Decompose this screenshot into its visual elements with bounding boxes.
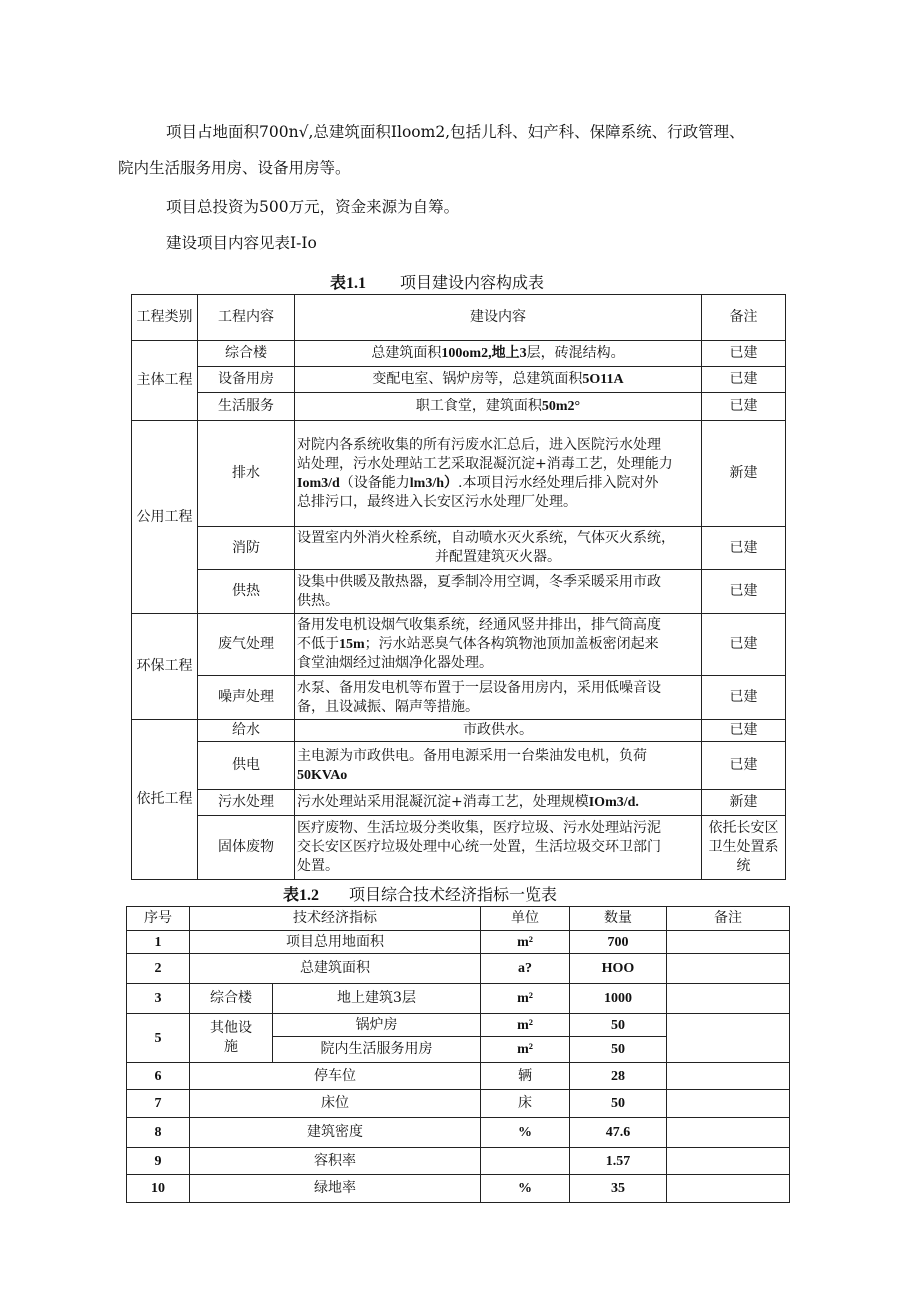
row-note	[667, 954, 790, 984]
row-sub-line: 其他设	[210, 1020, 252, 1036]
row-no: 5	[127, 1014, 190, 1063]
table2-caption-title: 项目综合技术经济指标一览表	[349, 885, 558, 904]
row-note: 已建	[702, 393, 786, 421]
table-row	[127, 931, 790, 954]
solid-line: 处置。	[297, 858, 339, 874]
row-indicator: 床位	[190, 1090, 481, 1118]
row-note	[667, 1063, 790, 1090]
row-note: 已建	[702, 341, 786, 367]
power-line: 50KVAo	[297, 767, 348, 783]
noise-line: 水泵、备用发电机等布置于一层设备用房内，采用低噪音设	[297, 679, 661, 696]
row-qty: 1000	[570, 984, 667, 1014]
table-row	[132, 676, 786, 720]
group-env: 环保工程	[132, 614, 198, 720]
row-qty: HOO	[570, 954, 667, 984]
row-unit: m²	[481, 984, 570, 1014]
table-row	[132, 341, 786, 367]
row-item: 生活服务	[198, 393, 295, 421]
table-row	[127, 1063, 790, 1090]
row-item: 消防	[198, 527, 295, 570]
row-no: 2	[127, 954, 190, 984]
group-main: 主体工程	[132, 341, 198, 421]
row-content	[295, 790, 702, 816]
row-content	[295, 742, 702, 790]
row-note: 已建	[702, 527, 786, 570]
fire-line: 并配置建筑灭火器。	[435, 549, 561, 565]
table-row	[132, 393, 786, 421]
solid-note-line: 卫生处置系	[708, 839, 779, 855]
table-row	[127, 954, 790, 984]
heat-line: 设集中供暖及散热器，夏季制冷用空调，冬季采暖采用市政	[297, 573, 661, 590]
table-row	[132, 367, 786, 393]
row-item: 噪声处理	[198, 676, 295, 720]
drain-line: 站处理，污水处理站工艺采取混凝沉淀+消毒工艺，处理能力	[297, 455, 673, 472]
table-reference-paragraph: 建设项目内容见表I-Io	[166, 234, 317, 252]
drain-line: 总排污口，最终进入长安区污水处理厂处理。	[297, 493, 577, 510]
equip-text-2: 5O11A	[582, 372, 624, 387]
header-category: 工程类别	[132, 295, 198, 341]
row-unit: m²	[481, 1014, 570, 1037]
life-text-1: 职工食堂，建筑面积	[415, 398, 542, 414]
drain-text: .本项目污水经处理后排入院对外	[458, 474, 659, 491]
row-note	[667, 984, 790, 1014]
header-qty: 数量	[570, 907, 667, 931]
row-indicator: 总建筑面积	[190, 954, 481, 984]
row-note: 已建	[702, 676, 786, 720]
gas-height: 15m	[339, 637, 365, 652]
row-sub-line: 施	[224, 1039, 238, 1055]
group-public: 公用工程	[132, 421, 198, 614]
header-content: 建设内容	[295, 295, 702, 341]
gas-line: 食堂油烟经过油烟净化器处理。	[297, 655, 493, 671]
drain-capacity: Iom3/d	[297, 475, 340, 491]
table-row	[127, 984, 790, 1014]
row-qty: 28	[570, 1063, 667, 1090]
row-qty: 50	[570, 1014, 667, 1037]
table2-caption-number: 表1.2	[283, 887, 320, 904]
row-note	[702, 816, 786, 880]
row-note	[667, 1175, 790, 1203]
technical-indicators-table	[126, 906, 790, 1203]
sewage-capacity: IOm3/d.	[588, 795, 639, 810]
row-no: 1	[127, 931, 190, 954]
row-content	[295, 393, 702, 421]
intro-paragraph-line1: 项目占地面积700n√,总建筑面积Iloom2,包括儿科、妇产科、保障系统、行政管理、	[166, 123, 745, 141]
row-note: 已建	[702, 742, 786, 790]
drain-line	[297, 474, 699, 493]
table-row	[127, 1148, 790, 1175]
row-note: 新建	[702, 790, 786, 816]
row-item: 污水处理	[198, 790, 295, 816]
table-row	[132, 816, 786, 880]
row-item: 供电	[198, 742, 295, 790]
sewage-text: 污水处理站采用混凝沉淀+消毒工艺，处理规模	[297, 794, 589, 810]
row-indicator: 绿地率	[190, 1175, 481, 1203]
table-row	[132, 614, 786, 676]
row-qty: 50	[570, 1090, 667, 1118]
noise-line: 备，且设减振、隔声等措施。	[297, 698, 479, 715]
row-unit: 床	[481, 1090, 570, 1118]
row-no: 8	[127, 1118, 190, 1148]
drain-line: 对院内各系统收集的所有污废水汇总后，进入医院污水处理	[297, 436, 661, 453]
row-indicator: 项目总用地面积	[190, 931, 481, 954]
table1-caption-title: 项目建设内容构成表	[400, 273, 545, 292]
solid-note-line: 统	[736, 858, 751, 874]
project-content-table	[131, 294, 786, 880]
row-note	[667, 1090, 790, 1118]
row-indicator: 院内生活服务用房	[273, 1037, 481, 1063]
row-indicator: 容积率	[190, 1148, 481, 1175]
table-row	[132, 790, 786, 816]
row-unit: m²	[481, 1037, 570, 1063]
row-content	[295, 421, 702, 527]
gas-text: 不低于	[297, 636, 339, 652]
table1-caption-number: 表1.1	[330, 275, 367, 292]
row-item: 排水	[198, 421, 295, 527]
row-no: 9	[127, 1148, 190, 1175]
row-no: 10	[127, 1175, 190, 1203]
gas-line	[297, 635, 699, 654]
row-content	[295, 614, 702, 676]
row-qty: 50	[570, 1037, 667, 1063]
row-item: 废气处理	[198, 614, 295, 676]
row-indicator: 地上建筑3层	[273, 984, 481, 1014]
drain-text: （设备能力	[339, 474, 410, 491]
row-item: 固体废物	[198, 816, 295, 880]
row-note: 已建	[702, 367, 786, 393]
row-unit: a?	[481, 954, 570, 984]
row-sub	[190, 1014, 273, 1063]
table-row	[132, 527, 786, 570]
row-item: 供热	[198, 570, 295, 614]
solid-note-line: 依托长安区	[708, 820, 779, 836]
row-note	[667, 1014, 790, 1063]
row-note: 已建	[702, 570, 786, 614]
row-note	[667, 931, 790, 954]
row-note	[667, 1148, 790, 1175]
row-indicator: 停车位	[190, 1063, 481, 1090]
row-sub: 综合楼	[190, 984, 273, 1014]
equip-text-1: 变配电室、锅炉房等，总建筑面积	[372, 371, 583, 387]
row-no: 3	[127, 984, 190, 1014]
header-note: 备注	[667, 907, 790, 931]
header-item: 工程内容	[198, 295, 295, 341]
row-qty: 700	[570, 931, 667, 954]
row-note	[667, 1118, 790, 1148]
row-note: 已建	[702, 720, 786, 742]
header-indicator: 技术经济指标	[190, 907, 481, 931]
table-row	[132, 742, 786, 790]
row-content	[295, 816, 702, 880]
life-text-2: 50m2°	[541, 399, 581, 414]
power-line: 主电源为市政供电。备用电源采用一台柴油发电机，负荷	[297, 747, 647, 764]
group-rely: 依托工程	[132, 720, 198, 880]
table-row	[132, 570, 786, 614]
row-content: 市政供水。	[295, 720, 702, 742]
row-indicator: 建筑密度	[190, 1118, 481, 1148]
row-content	[295, 676, 702, 720]
row-unit	[481, 1148, 570, 1175]
row-no: 6	[127, 1063, 190, 1090]
row-indicator: 锅炉房	[273, 1014, 481, 1037]
row-item: 给水	[198, 720, 295, 742]
table-row	[127, 1118, 790, 1148]
row-content	[295, 341, 702, 367]
row-qty: 35	[570, 1175, 667, 1203]
row-no: 7	[127, 1090, 190, 1118]
row-item: 综合楼	[198, 341, 295, 367]
row-unit: 辆	[481, 1063, 570, 1090]
row-unit: %	[481, 1175, 570, 1203]
row-content	[295, 570, 702, 614]
row-unit: %	[481, 1118, 570, 1148]
gas-line: 备用发电机设烟气收集系统，经通风竖井排出，排气筒高度	[297, 617, 661, 633]
header-no: 序号	[127, 907, 190, 931]
row-note: 已建	[702, 614, 786, 676]
row-qty: 47.6	[570, 1118, 667, 1148]
heat-line: 供热。	[297, 592, 339, 609]
solid-line: 交长安区医疗垃圾处理中心统一处置，生活垃圾交环卫部门	[297, 839, 661, 855]
row-qty: 1.57	[570, 1148, 667, 1175]
header-unit: 单位	[481, 907, 570, 931]
table-row	[127, 1014, 790, 1037]
row-unit: m²	[481, 931, 570, 954]
row-item: 设备用房	[198, 367, 295, 393]
intro-paragraph-line2: 院内生活服务用房、设备用房等。	[118, 159, 351, 177]
table-row	[132, 720, 786, 742]
table1-caption	[330, 273, 544, 294]
row-note: 新建	[702, 421, 786, 527]
solid-line: 医疗废物、生活垃圾分类收集，医疗垃圾、污水处理站污泥	[297, 820, 661, 836]
main-text-2: 100om2,地上3	[441, 346, 527, 361]
main-text-3: 层，砖混结构。	[526, 345, 625, 361]
header-note: 备注	[702, 295, 786, 341]
fire-line: 设置室内外消火栓系统，自动喷水灭火系统，气体灭火系统，	[297, 530, 675, 546]
row-content	[295, 527, 702, 570]
gas-text: ；污水站恶臭气体各构筑物池顶加盖板密闭起来	[364, 636, 659, 652]
table-row	[127, 1175, 790, 1203]
row-content	[295, 367, 702, 393]
table-row	[132, 421, 786, 527]
table2-caption	[283, 885, 557, 906]
main-text-1: 总建筑面积	[371, 345, 442, 361]
table-row	[127, 1090, 790, 1118]
investment-paragraph: 项目总投资为500万元，资金来源为自筹。	[166, 198, 460, 216]
drain-equipment: lm3/h）	[409, 475, 459, 491]
